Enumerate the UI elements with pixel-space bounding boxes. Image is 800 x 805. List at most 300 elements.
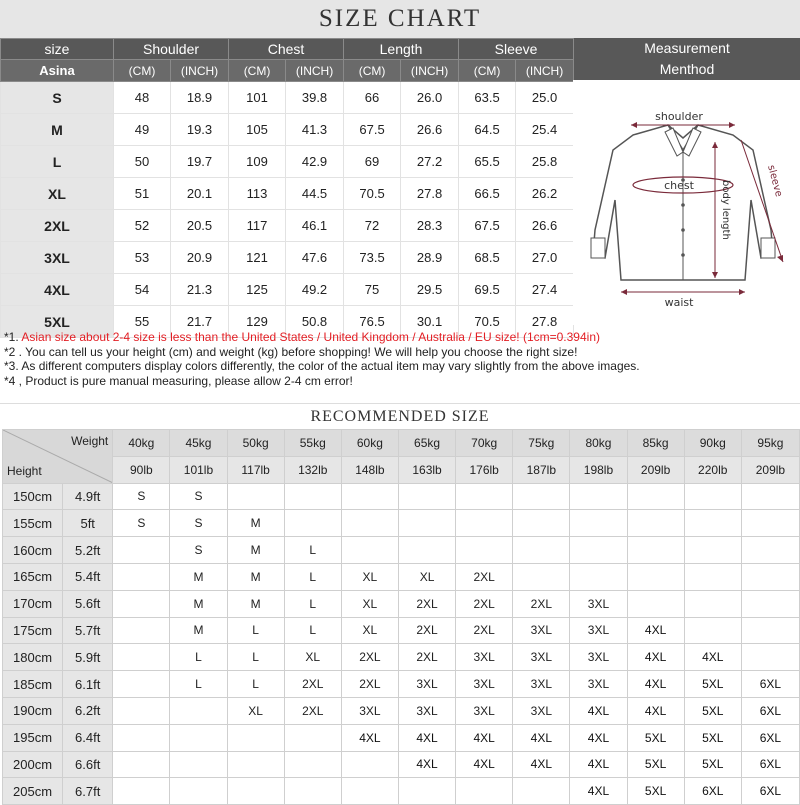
recommended-size-cell: XL bbox=[341, 563, 398, 590]
size-value: 42.9 bbox=[286, 146, 344, 178]
body-length-label: body length bbox=[720, 180, 731, 240]
recommended-size-cell bbox=[684, 510, 741, 537]
shirt-icon bbox=[573, 80, 800, 325]
recommended-table-head bbox=[3, 430, 800, 484]
size-value: 25.8 bbox=[516, 146, 574, 178]
recommended-size-cell: M bbox=[227, 510, 284, 537]
unit-cm: (CM) bbox=[229, 60, 286, 82]
recommended-size-cell: 3XL bbox=[341, 697, 398, 724]
size-value: 121 bbox=[229, 242, 286, 274]
height-ft: 5.4ft bbox=[63, 563, 113, 590]
length-header: Length bbox=[344, 39, 459, 60]
recommended-size-cell: 6XL bbox=[741, 724, 799, 751]
recommended-size-cell: 2XL bbox=[284, 671, 341, 698]
recommended-size-cell: L bbox=[170, 671, 227, 698]
recommended-size-cell bbox=[684, 590, 741, 617]
size-row bbox=[1, 274, 574, 306]
recommended-size-cell: 3XL bbox=[570, 644, 627, 671]
recommended-size-cell: 2XL bbox=[398, 590, 455, 617]
size-row bbox=[1, 210, 574, 242]
size-row bbox=[1, 242, 574, 274]
height-cm: 165cm bbox=[3, 563, 63, 590]
measurement-method-header bbox=[573, 38, 800, 80]
size-value: 73.5 bbox=[344, 242, 401, 274]
note-2: *2 . You can tell us your height (cm) and weight (kg) before shopping! We will help you choose the right size! bbox=[4, 344, 578, 359]
size-value: 19.3 bbox=[171, 114, 229, 146]
height-ft: 5.6ft bbox=[63, 590, 113, 617]
size-value: 66.5 bbox=[459, 178, 516, 210]
size-value: 109 bbox=[229, 146, 286, 178]
recommended-size-cell: 4XL bbox=[570, 778, 627, 805]
recommended-size-cell bbox=[227, 778, 284, 805]
weight-lb-header: 101lb bbox=[170, 456, 227, 483]
height-cm: 180cm bbox=[3, 644, 63, 671]
recommended-size-cell: L bbox=[227, 671, 284, 698]
size-value: 117 bbox=[229, 210, 286, 242]
size-value: 28.3 bbox=[401, 210, 459, 242]
recommended-size-cell bbox=[684, 483, 741, 510]
recommended-size-cell: 6XL bbox=[684, 778, 741, 805]
size-value: 64.5 bbox=[459, 114, 516, 146]
size-table bbox=[0, 38, 574, 338]
weight-height-corner bbox=[3, 430, 113, 484]
weight-kg-header: 60kg bbox=[341, 430, 398, 457]
recommended-size-cell: 3XL bbox=[456, 671, 513, 698]
recommended-size-cell: M bbox=[170, 590, 227, 617]
recommended-size-cell bbox=[113, 644, 170, 671]
recommended-size-cell bbox=[570, 537, 627, 564]
note-1-text: Asian size about 2-4 size is less than the United States / United Kingdom / Australia / EU size! (1cm=0.394in) bbox=[21, 330, 600, 344]
unit-inch: (INCH) bbox=[171, 60, 229, 82]
weight-lb-header: 90lb bbox=[113, 456, 170, 483]
recommended-size-cell bbox=[341, 483, 398, 510]
recommended-size-cell bbox=[341, 751, 398, 778]
recommended-size-cell: 4XL bbox=[398, 751, 455, 778]
weight-lb-header: 209lb bbox=[741, 456, 799, 483]
shoulder-header: Shoulder bbox=[114, 39, 229, 60]
size-label: S bbox=[1, 82, 114, 114]
height-ft: 6.7ft bbox=[63, 778, 113, 805]
size-value: 113 bbox=[229, 178, 286, 210]
recommended-size-cell: 4XL bbox=[398, 724, 455, 751]
size-header: size bbox=[1, 39, 114, 60]
recommended-size-cell bbox=[456, 483, 513, 510]
height-row bbox=[3, 483, 800, 510]
waist-label: waist bbox=[664, 296, 694, 309]
asina-header: Asina bbox=[1, 60, 114, 82]
size-value: 69 bbox=[344, 146, 401, 178]
recommended-size-cell bbox=[741, 590, 799, 617]
recommended-size-cell bbox=[170, 697, 227, 724]
recommended-size-cell bbox=[170, 751, 227, 778]
recommended-size-cell: 2XL bbox=[456, 617, 513, 644]
notes bbox=[0, 330, 800, 388]
size-row bbox=[1, 146, 574, 178]
size-value: 72 bbox=[344, 210, 401, 242]
recommended-size-cell bbox=[113, 537, 170, 564]
recommended-size-cell bbox=[113, 671, 170, 698]
height-row bbox=[3, 617, 800, 644]
size-value: 29.5 bbox=[401, 274, 459, 306]
recommended-size-cell bbox=[513, 563, 570, 590]
recommended-size-cell: L bbox=[284, 617, 341, 644]
recommended-size-cell: 4XL bbox=[513, 751, 570, 778]
size-value: 67.5 bbox=[459, 210, 516, 242]
recommended-size-cell bbox=[570, 483, 627, 510]
recommended-size-cell: XL bbox=[341, 617, 398, 644]
size-value: 25.4 bbox=[516, 114, 574, 146]
recommended-size-cell: 2XL bbox=[513, 590, 570, 617]
size-value: 27.0 bbox=[516, 242, 574, 274]
recommended-size-cell bbox=[627, 590, 684, 617]
recommended-size-cell: L bbox=[170, 644, 227, 671]
height-cm: 200cm bbox=[3, 751, 63, 778]
height-row bbox=[3, 671, 800, 698]
recommended-size-cell: L bbox=[227, 617, 284, 644]
recommended-size-cell bbox=[627, 483, 684, 510]
unit-inch: (INCH) bbox=[401, 60, 459, 82]
size-value: 65.5 bbox=[459, 146, 516, 178]
height-ft: 6.4ft bbox=[63, 724, 113, 751]
recommended-size-cell bbox=[513, 510, 570, 537]
recommended-size-cell: XL bbox=[341, 590, 398, 617]
size-label: XL bbox=[1, 178, 114, 210]
size-value: 26.0 bbox=[401, 82, 459, 114]
recommended-size-cell: 2XL bbox=[398, 644, 455, 671]
height-ft: 5.9ft bbox=[63, 644, 113, 671]
recommended-size-cell bbox=[513, 778, 570, 805]
height-ft: 6.2ft bbox=[63, 697, 113, 724]
size-value: 49.2 bbox=[286, 274, 344, 306]
size-value: 50 bbox=[114, 146, 171, 178]
recommended-size-cell: 2XL bbox=[456, 590, 513, 617]
recommended-size-cell bbox=[398, 537, 455, 564]
size-value: 125 bbox=[229, 274, 286, 306]
recommended-size-cell: 3XL bbox=[456, 644, 513, 671]
size-value: 27.2 bbox=[401, 146, 459, 178]
note-1-prefix: *1. bbox=[4, 330, 22, 344]
recommended-size-cell bbox=[284, 483, 341, 510]
size-value: 26.6 bbox=[516, 210, 574, 242]
height-row bbox=[3, 724, 800, 751]
height-cm: 185cm bbox=[3, 671, 63, 698]
weight-kg-header: 65kg bbox=[398, 430, 455, 457]
recommended-size-cell: 3XL bbox=[398, 671, 455, 698]
recommended-size-cell bbox=[398, 778, 455, 805]
recommended-size-cell: 2XL bbox=[456, 563, 513, 590]
size-label: 2XL bbox=[1, 210, 114, 242]
size-value: 46.1 bbox=[286, 210, 344, 242]
size-value: 75 bbox=[344, 274, 401, 306]
recommended-size-cell: 3XL bbox=[570, 671, 627, 698]
recommended-size-cell: 4XL bbox=[627, 671, 684, 698]
recommended-size-cell: 6XL bbox=[741, 751, 799, 778]
recommended-size-cell: 5XL bbox=[684, 724, 741, 751]
recommended-size-cell bbox=[513, 537, 570, 564]
weight-kg-header: 70kg bbox=[456, 430, 513, 457]
size-value: 52 bbox=[114, 210, 171, 242]
recommended-size-cell: M bbox=[170, 617, 227, 644]
note-4: *4 , Product is pure manual measuring, please allow 2-4 cm error! bbox=[4, 373, 353, 388]
height-cm: 195cm bbox=[3, 724, 63, 751]
recommended-size-cell: 5XL bbox=[684, 751, 741, 778]
size-value: 70.5 bbox=[459, 306, 516, 338]
height-cm: 205cm bbox=[3, 778, 63, 805]
recommended-size-cell bbox=[170, 778, 227, 805]
size-value: 67.5 bbox=[344, 114, 401, 146]
size-row bbox=[1, 82, 574, 114]
recommended-size-cell: 4XL bbox=[570, 697, 627, 724]
size-value: 101 bbox=[229, 82, 286, 114]
height-row bbox=[3, 778, 800, 805]
sleeve-header: Sleeve bbox=[459, 39, 574, 60]
recommended-size-cell bbox=[284, 724, 341, 751]
height-cm: 150cm bbox=[3, 483, 63, 510]
size-label: 3XL bbox=[1, 242, 114, 274]
size-table-body bbox=[1, 82, 574, 338]
size-value: 44.5 bbox=[286, 178, 344, 210]
shirt-measurement-diagram bbox=[573, 80, 800, 325]
size-value: 129 bbox=[229, 306, 286, 338]
unit-cm: (CM) bbox=[114, 60, 171, 82]
recommended-size-cell: 4XL bbox=[456, 724, 513, 751]
size-value: 20.1 bbox=[171, 178, 229, 210]
size-value: 70.5 bbox=[344, 178, 401, 210]
size-label: L bbox=[1, 146, 114, 178]
size-value: 21.3 bbox=[171, 274, 229, 306]
recommended-size-cell: 3XL bbox=[513, 644, 570, 671]
size-value: 20.9 bbox=[171, 242, 229, 274]
height-row bbox=[3, 751, 800, 778]
size-value: 27.8 bbox=[401, 178, 459, 210]
recommended-size-cell: 4XL bbox=[513, 724, 570, 751]
recommended-size-cell: M bbox=[170, 563, 227, 590]
recommended-size-cell: 4XL bbox=[341, 724, 398, 751]
chest-label: chest bbox=[664, 179, 694, 192]
height-ft: 5ft bbox=[63, 510, 113, 537]
recommended-size-cell bbox=[113, 724, 170, 751]
recommended-size-cell: 3XL bbox=[398, 697, 455, 724]
recommended-size-cell bbox=[227, 724, 284, 751]
size-value: 50.8 bbox=[286, 306, 344, 338]
size-value: 47.6 bbox=[286, 242, 344, 274]
height-cm: 155cm bbox=[3, 510, 63, 537]
recommended-size-cell bbox=[513, 483, 570, 510]
size-row bbox=[1, 114, 574, 146]
recommended-size-cell bbox=[627, 510, 684, 537]
recommended-size-cell bbox=[113, 697, 170, 724]
height-label: Height bbox=[7, 463, 42, 478]
recommended-size-cell: 4XL bbox=[456, 751, 513, 778]
size-value: 105 bbox=[229, 114, 286, 146]
weight-label: Weight bbox=[71, 434, 109, 448]
size-value: 30.1 bbox=[401, 306, 459, 338]
recommended-size-cell bbox=[398, 483, 455, 510]
size-label: M bbox=[1, 114, 114, 146]
weight-kg-header: 95kg bbox=[741, 430, 799, 457]
recommended-size-cell: 4XL bbox=[627, 644, 684, 671]
weight-lb-header: 220lb bbox=[684, 456, 741, 483]
height-ft: 5.7ft bbox=[63, 617, 113, 644]
note-3: *3. As different computers display colors differently, the color of the actual item may vary slightly from the above images. bbox=[4, 359, 640, 373]
recommended-size-cell: M bbox=[227, 563, 284, 590]
recommended-size-cell: XL bbox=[227, 697, 284, 724]
weight-lb-header: 117lb bbox=[227, 456, 284, 483]
weight-lb-header: 187lb bbox=[513, 456, 570, 483]
size-value: 19.7 bbox=[171, 146, 229, 178]
recommended-size-cell: 3XL bbox=[513, 697, 570, 724]
height-ft: 6.1ft bbox=[63, 671, 113, 698]
measurement-line2: Menthod bbox=[659, 61, 715, 77]
height-cm: 175cm bbox=[3, 617, 63, 644]
recommended-size-cell: 4XL bbox=[627, 617, 684, 644]
recommended-size-cell: L bbox=[284, 537, 341, 564]
size-value: 20.5 bbox=[171, 210, 229, 242]
recommended-size-cell bbox=[113, 563, 170, 590]
weight-lb-header: 148lb bbox=[341, 456, 398, 483]
recommended-size-cell bbox=[741, 617, 799, 644]
size-value: 54 bbox=[114, 274, 171, 306]
weight-lb-row bbox=[3, 456, 800, 483]
recommended-size-cell bbox=[398, 510, 455, 537]
recommended-size-cell bbox=[113, 778, 170, 805]
height-row bbox=[3, 510, 800, 537]
recommended-size-cell: 3XL bbox=[570, 590, 627, 617]
recommended-size-cell bbox=[284, 751, 341, 778]
size-value: 26.2 bbox=[516, 178, 574, 210]
size-value: 69.5 bbox=[459, 274, 516, 306]
recommended-size-cell bbox=[227, 751, 284, 778]
recommended-size-cell: S bbox=[113, 510, 170, 537]
recommended-size-cell bbox=[341, 537, 398, 564]
size-value: 28.9 bbox=[401, 242, 459, 274]
recommended-size-cell bbox=[341, 778, 398, 805]
recommended-size-cell: 3XL bbox=[513, 617, 570, 644]
recommended-size-cell bbox=[113, 590, 170, 617]
recommended-size-cell: S bbox=[170, 537, 227, 564]
size-value: 39.8 bbox=[286, 82, 344, 114]
size-value: 25.0 bbox=[516, 82, 574, 114]
recommended-size-cell: 3XL bbox=[456, 697, 513, 724]
height-row bbox=[3, 563, 800, 590]
recommended-size-cell bbox=[456, 537, 513, 564]
note-1 bbox=[4, 330, 800, 345]
weight-kg-header: 50kg bbox=[227, 430, 284, 457]
recommended-size-cell bbox=[684, 537, 741, 564]
recommended-size-cell bbox=[284, 510, 341, 537]
size-value: 48 bbox=[114, 82, 171, 114]
recommended-size-cell bbox=[456, 778, 513, 805]
weight-kg-header: 40kg bbox=[113, 430, 170, 457]
recommended-size-cell: S bbox=[170, 510, 227, 537]
size-value: 63.5 bbox=[459, 82, 516, 114]
recommended-size-cell: 2XL bbox=[341, 644, 398, 671]
recommended-size-cell: 4XL bbox=[684, 644, 741, 671]
weight-kg-header: 45kg bbox=[170, 430, 227, 457]
size-value: 68.5 bbox=[459, 242, 516, 274]
recommended-size-cell bbox=[684, 617, 741, 644]
recommended-size-cell: 5XL bbox=[684, 697, 741, 724]
recommended-table-body bbox=[3, 483, 800, 805]
size-label: 4XL bbox=[1, 274, 114, 306]
measurement-line1: Measurement bbox=[644, 40, 730, 56]
recommended-size-cell: 6XL bbox=[741, 697, 799, 724]
height-row bbox=[3, 697, 800, 724]
weight-lb-header: 198lb bbox=[570, 456, 627, 483]
height-row bbox=[3, 590, 800, 617]
height-row bbox=[3, 537, 800, 564]
recommended-size-cell: L bbox=[284, 590, 341, 617]
shoulder-label: shoulder bbox=[655, 110, 703, 123]
size-value: 26.6 bbox=[401, 114, 459, 146]
recommended-size-cell: M bbox=[227, 590, 284, 617]
recommended-size-cell bbox=[741, 537, 799, 564]
recommended-size-cell: 6XL bbox=[741, 778, 799, 805]
sleeve-label: sleeve bbox=[765, 163, 785, 199]
unit-inch: (INCH) bbox=[286, 60, 344, 82]
unit-cm: (CM) bbox=[459, 60, 516, 82]
size-value: 27.8 bbox=[516, 306, 574, 338]
recommended-size-cell: XL bbox=[398, 563, 455, 590]
recommended-size-cell: 4XL bbox=[570, 751, 627, 778]
recommended-size-cell bbox=[113, 617, 170, 644]
recommended-size-cell bbox=[456, 510, 513, 537]
recommended-size-cell bbox=[170, 724, 227, 751]
recommended-size-cell: 3XL bbox=[513, 671, 570, 698]
size-chart-title: SIZE CHART bbox=[0, 0, 800, 39]
recommended-size-cell bbox=[570, 510, 627, 537]
recommended-size-cell bbox=[741, 563, 799, 590]
recommended-size-cell bbox=[113, 751, 170, 778]
size-value: 21.7 bbox=[171, 306, 229, 338]
size-label: 5XL bbox=[1, 306, 114, 338]
weight-kg-header: 85kg bbox=[627, 430, 684, 457]
recommended-size-cell: L bbox=[227, 644, 284, 671]
weight-lb-header: 132lb bbox=[284, 456, 341, 483]
weight-lb-header: 209lb bbox=[627, 456, 684, 483]
recommended-size-cell: L bbox=[284, 563, 341, 590]
weight-kg-header: 55kg bbox=[284, 430, 341, 457]
recommended-size-cell: 5XL bbox=[627, 751, 684, 778]
recommended-size-cell: S bbox=[113, 483, 170, 510]
size-value: 55 bbox=[114, 306, 171, 338]
weight-kg-row bbox=[3, 430, 800, 457]
recommended-size-table bbox=[2, 429, 800, 805]
recommended-size-cell bbox=[627, 563, 684, 590]
recommended-size-cell bbox=[570, 563, 627, 590]
recommended-size-cell bbox=[284, 778, 341, 805]
weight-lb-header: 163lb bbox=[398, 456, 455, 483]
recommended-size-cell: 5XL bbox=[627, 778, 684, 805]
recommended-size-cell bbox=[741, 483, 799, 510]
recommended-size-cell bbox=[684, 563, 741, 590]
height-ft: 4.9ft bbox=[63, 483, 113, 510]
weight-kg-header: 80kg bbox=[570, 430, 627, 457]
weight-kg-header: 90kg bbox=[684, 430, 741, 457]
size-value: 41.3 bbox=[286, 114, 344, 146]
size-value: 27.4 bbox=[516, 274, 574, 306]
height-cm: 170cm bbox=[3, 590, 63, 617]
height-ft: 6.6ft bbox=[63, 751, 113, 778]
size-value: 53 bbox=[114, 242, 171, 274]
recommended-size-cell: XL bbox=[284, 644, 341, 671]
recommended-size-cell: 4XL bbox=[627, 697, 684, 724]
recommended-size-cell bbox=[741, 510, 799, 537]
recommended-size-title: RECOMMENDED SIZE bbox=[0, 403, 800, 430]
height-cm: 190cm bbox=[3, 697, 63, 724]
size-value: 76.5 bbox=[344, 306, 401, 338]
recommended-size-cell bbox=[741, 644, 799, 671]
